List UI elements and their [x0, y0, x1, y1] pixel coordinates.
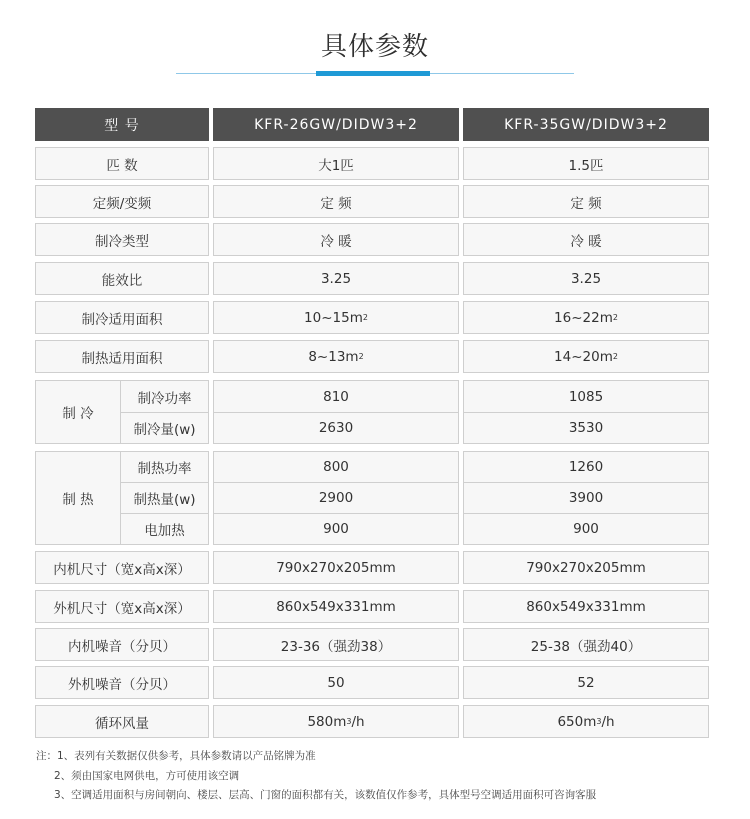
note-2: 2、须由国家电网供电，方可使用该空调 [54, 769, 240, 782]
row-value: 25-38（强劲40） [463, 628, 709, 661]
note-1: 注：1、表列有关数据仅供参考，具体参数请以产品铭牌为准 [36, 750, 316, 762]
header-model-2: KFR-35GW/DIDW3+2 [463, 108, 709, 141]
row-value: 860x549x331mm [213, 590, 459, 623]
row-value: 3900 [463, 482, 709, 514]
row-label: 定频/变频 [35, 185, 209, 218]
row-value: 2630 [213, 412, 459, 444]
sub-label: 制冷功率 [120, 380, 209, 413]
row-value: 1.5匹 [463, 147, 709, 180]
row-value: 3530 [463, 412, 709, 444]
row-value: 2900 [213, 482, 459, 514]
title-accent-bar [316, 71, 430, 76]
row-label: 内机噪音（分贝） [35, 628, 209, 661]
value-text: 10~15m [304, 309, 363, 326]
row-value: 3.25 [463, 262, 709, 295]
value-text: 580m [307, 713, 347, 730]
row-value: 650m 3 /h [463, 705, 709, 738]
row-value: 3.25 [213, 262, 459, 295]
header-model-1: KFR-26GW/DIDW3+2 [213, 108, 459, 141]
row-value: 冷 暖 [213, 223, 459, 256]
row-value: 50 [213, 666, 459, 699]
value-text: 14~20m [554, 348, 613, 365]
row-value: 10~15m 2 [213, 301, 459, 334]
row-label: 制冷类型 [35, 223, 209, 256]
row-label: 制冷适用面积 [35, 301, 209, 334]
row-value: 900 [213, 513, 459, 545]
row-value: 冷 暖 [463, 223, 709, 256]
row-label: 循环风量 [35, 705, 209, 738]
row-value: 900 [463, 513, 709, 545]
row-value: 8~13m 2 [213, 340, 459, 373]
row-label: 外机噪音（分贝） [35, 666, 209, 699]
value-unit: /h [601, 713, 615, 730]
value-text: 8~13m [308, 348, 359, 365]
row-label: 内机尺寸（宽x高x深） [35, 551, 209, 584]
group-label-heating: 制 热 [35, 451, 121, 545]
row-value: 790x270x205mm [463, 551, 709, 584]
row-label: 匹 数 [35, 147, 209, 180]
sub-label: 制热功率 [120, 451, 209, 483]
group-label-cooling: 制 冷 [35, 380, 121, 444]
row-value: 1085 [463, 380, 709, 413]
row-label: 能效比 [35, 262, 209, 295]
row-value: 16~22m 2 [463, 301, 709, 334]
value-text: 650m [557, 713, 597, 730]
row-value: 52 [463, 666, 709, 699]
sub-label: 制冷量(w) [120, 412, 209, 444]
value-unit: /h [351, 713, 365, 730]
value-text: 16~22m [554, 309, 613, 326]
note-3: 3、空调适用面积与房间朝向、楼层、层高、门窗的面积都有关，该数值仅作参考，具体型号空调适用面积可咨询客服 [54, 789, 597, 801]
sub-label: 电加热 [120, 513, 209, 545]
row-value: 大1匹 [213, 147, 459, 180]
row-value: 23-36（强劲38） [213, 628, 459, 661]
row-value: 810 [213, 380, 459, 413]
row-value: 定 频 [463, 185, 709, 218]
row-value: 790x270x205mm [213, 551, 459, 584]
row-value: 800 [213, 451, 459, 483]
notes [36, 747, 596, 806]
row-value: 580m 3 /h [213, 705, 459, 738]
row-value: 14~20m 2 [463, 340, 709, 373]
row-label: 制热适用面积 [35, 340, 209, 373]
row-label: 外机尺寸（宽x高x深） [35, 590, 209, 623]
row-value: 860x549x331mm [463, 590, 709, 623]
header-label: 型 号 [35, 108, 209, 141]
page-title: 具体参数 [320, 32, 429, 62]
sub-label: 制热量(w) [120, 482, 209, 514]
row-value: 1260 [463, 451, 709, 483]
row-value: 定 频 [213, 185, 459, 218]
